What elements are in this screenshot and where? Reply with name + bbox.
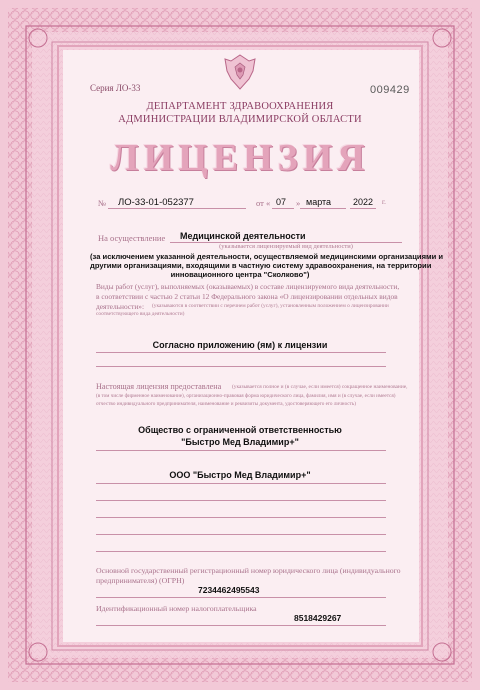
document-title: ЛИЦЕНЗИЯ — [110, 137, 370, 179]
activity-note-line-2: другими организациями, входящими в частную систему здравоохранения, на территории — [90, 261, 432, 270]
activity-caption: (указывается лицензируемый вид деятельности) — [219, 243, 353, 250]
license-day: 07 — [276, 197, 287, 207]
works-line-3: деятельности»: — [96, 302, 145, 311]
grantee-small-2: (в том числе фирменное наименование), организационно-правовая форма юридического лица, фамилия, имя и (в случае, если имеется) — [96, 393, 396, 399]
works-line-1: Виды работ (услуг), выполняемых (оказываемых) в составе лицензируемого вида деятельности, — [96, 282, 400, 291]
number-label: № — [98, 198, 107, 208]
license-year: 2022 — [353, 197, 374, 207]
form-number: 009429 — [370, 84, 410, 96]
date-from-label: от « — [256, 198, 271, 208]
license-number: ЛО-33-01-052377 — [118, 197, 194, 208]
coat-of-arms-emblem — [223, 53, 257, 91]
activity-note-line-1: (за исключением указанной деятельности, осуществляемой медицинскими организациями и — [90, 252, 444, 261]
grantee-small-1: (указывается полное и (в случае, если имеется) сокращенное наименование, — [232, 384, 408, 390]
works-line-2: в соответствии с частью 2 статьи 12 Федерального закона «О лицензировании отдельных видов — [96, 292, 398, 301]
activity-value: Медицинской деятельности — [180, 231, 306, 241]
ogrn-value: 7234462495543 — [198, 585, 260, 595]
inn-value: 8518429267 — [294, 613, 342, 623]
department-line-1: ДЕПАРТАМЕНТ ЗДРАВООХРАНЕНИЯ — [146, 101, 334, 112]
grantee-full-name-line-2: "Быстро Мед Владимир+" — [181, 437, 299, 447]
grantee-small-3: отчество индивидуального предпринимателя, наименование и реквизиты документа, удостоверяющего его личность) — [96, 401, 356, 407]
activity-label: На осуществление — [98, 233, 166, 243]
inn-label: Идентификационный номер налогоплательщика — [96, 604, 257, 613]
grantee-full-name-line-1: Общество с ограниченной ответственностью — [138, 425, 342, 435]
date-close-quote: » — [296, 198, 301, 208]
series-label: Серия ЛО-33 — [90, 83, 141, 93]
grantee-short-name: ООО "Быстро Мед Владимир+" — [169, 470, 311, 480]
department-line-2: АДМИНИСТРАЦИИ ВЛАДИМИРСКОЙ ОБЛАСТИ — [118, 114, 362, 125]
license-month: марта — [306, 197, 332, 207]
works-value: Согласно приложению (ям) к лицензии — [152, 340, 328, 350]
works-small-1: (указываются в соответствии с перечнем работ (услуг), установленным положением о лицензировании — [152, 303, 389, 309]
ogrn-line-1: Основной государственный регистрационный номер юридического лица (индивидуального — [96, 566, 401, 575]
works-small-2: соответствующего вида деятельности) — [96, 311, 185, 317]
grantee-intro: Настоящая лицензия предоставлена — [96, 382, 222, 391]
ogrn-line-2: предпринимателя) (ОГРН) — [96, 576, 185, 585]
activity-note-line-3: инновационного центра "Сколково") — [170, 270, 310, 279]
year-suffix: г. — [382, 198, 386, 206]
